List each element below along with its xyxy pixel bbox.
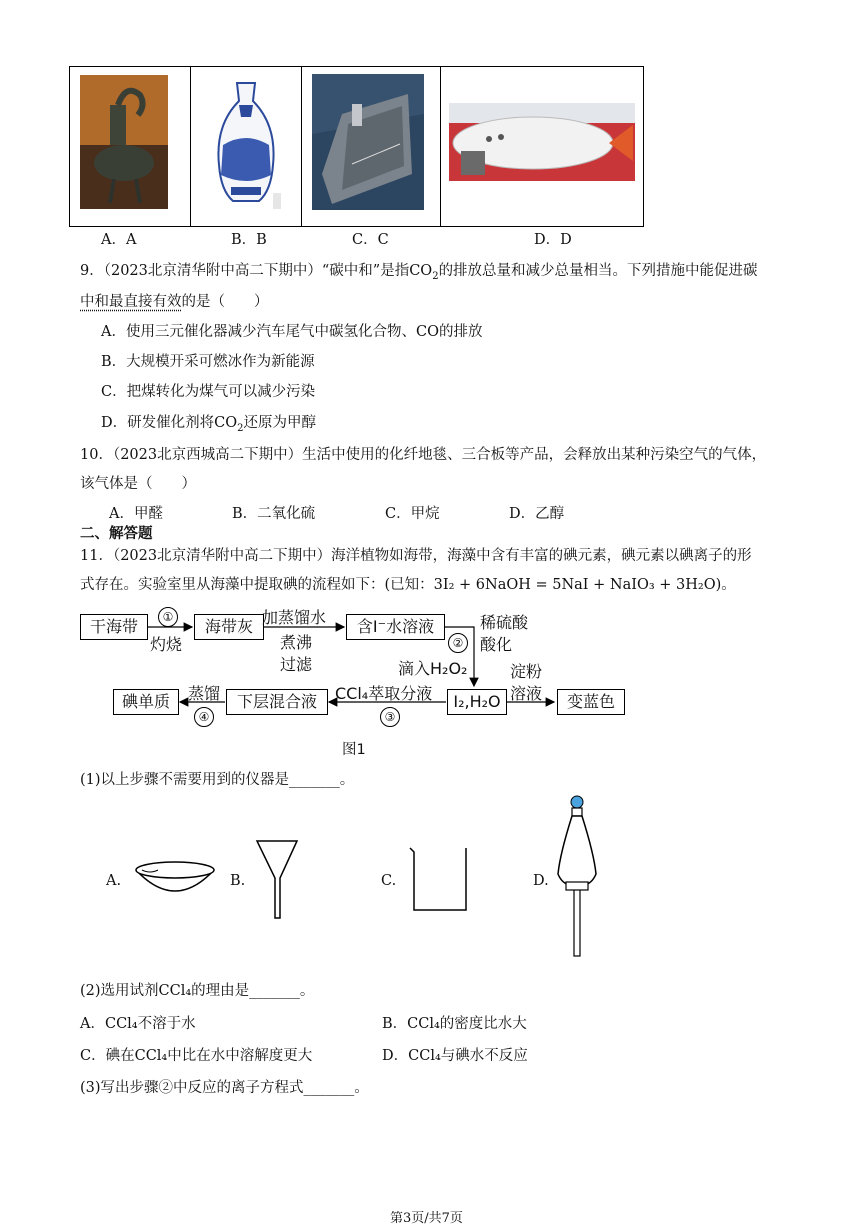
q9-emphasis: 中和最直接有效 — [80, 294, 182, 310]
q9-stem-pre: 9．（2023北京清华附中高二下期中）“碳中和”是指CO — [80, 263, 433, 279]
flow-box-dry-kelp: 干海带 — [80, 614, 148, 640]
q8-option-d: D．D — [534, 232, 572, 248]
flow-box-turns-blue: 变蓝色 — [557, 689, 625, 715]
q10-option-d: D．乙醇 — [509, 506, 565, 522]
step-2-boil-label: 煮沸 — [280, 633, 313, 652]
q8-cell-c — [302, 67, 441, 226]
q9-option-d-post: 还原为甲醇 — [243, 415, 316, 431]
q10-stem-line1: 10．（2023北京西城高二下期中）生活中使用的化纤地毯、三合板等产品，会释放出某种污染空气的气体， — [80, 447, 767, 463]
step-2-filter-label: 过滤 — [280, 655, 313, 674]
aircraft-carrier-image — [312, 74, 424, 210]
q9-option-b: B．大规模开采可燃冰作为新能源 — [101, 354, 315, 370]
q8-option-b: B．B — [231, 232, 267, 248]
page-footer: 第3页/共7页 — [390, 1211, 463, 1226]
extraction-label: CCl₄萃取分液 — [335, 684, 433, 703]
q9-stem-sub: 2 — [432, 270, 439, 282]
h2o2-label: 滴入H₂O₂ — [398, 659, 468, 678]
flow-box-iodine: 碘单质 — [113, 689, 179, 715]
q8-image-table — [69, 66, 644, 227]
q9-option-d-pre: D．研发催化剂将CO — [101, 415, 238, 431]
sub2-text: (2)选用试剂CCl₄的理由是_______。 — [80, 983, 315, 999]
sub1-option-a: A. — [106, 873, 122, 889]
sub2-option-c: C．碘在CCl₄中比在水中溶解度更大 — [80, 1048, 313, 1064]
q9-stem-line1 — [80, 259, 758, 282]
distill-label: 蒸馏 — [188, 684, 221, 703]
blue-white-vase-image — [201, 75, 291, 215]
q9-stem-line2 — [80, 290, 269, 311]
sub1-option-c: C. — [381, 873, 397, 889]
step-1-marker: ① — [158, 607, 178, 627]
q9-option-d — [101, 411, 316, 434]
q9-option-a: A．使用三元催化器减少汽车尾气中碳氢化合物、CO的排放 — [101, 324, 483, 340]
sub3-text: (3)写出步骤②中反应的离子方程式_______。 — [80, 1080, 369, 1096]
q10-option-b: B．二氧化硫 — [232, 506, 316, 522]
q9-option-c: C．把煤转化为煤气可以减少污染 — [101, 384, 316, 400]
sub1-option-d: D. — [533, 873, 549, 889]
sub2-option-d: D．CCl₄与碘水不反应 — [382, 1048, 528, 1064]
q8-option-c: C．C — [352, 232, 389, 248]
step-1-label: 灼烧 — [150, 635, 183, 654]
flow-box-iodine-water: I₂,H₂O — [447, 689, 507, 715]
flow-box-kelp-ash: 海带灰 — [194, 614, 264, 640]
q9-stem-end: 的是（ ） — [181, 294, 269, 310]
sub2-option-a: A．CCl₄不溶于水 — [80, 1016, 196, 1032]
q10-option-c: C．甲烷 — [385, 506, 440, 522]
figure-caption: 图1 — [342, 742, 366, 758]
q9-option-d-sub: 2 — [237, 422, 244, 434]
step-2-marker: ② — [448, 633, 468, 653]
evaporating-dish-icon — [132, 856, 218, 904]
sub1-text: (1)以上步骤不需要用到的仪器是_______。 — [80, 772, 355, 788]
beaker-icon — [406, 844, 472, 914]
starch-solution-label: 溶液 — [510, 684, 543, 703]
q8-cell-a — [70, 67, 191, 226]
bronze-lamp-image — [80, 75, 168, 209]
flow-box-lower-layer: 下层混合液 — [226, 689, 328, 715]
q10-stem-line2: 该气体是（ ） — [80, 476, 196, 492]
q11-stem-line1: 11．（2023北京清华附中高二下期中）海洋植物如海带，海藻中含有丰富的碘元素，碘元素以碘离子的形 — [80, 548, 752, 564]
acid-label: 稀硫酸 — [480, 613, 529, 632]
step-2-top-label: 加蒸馏水 — [262, 608, 327, 627]
starch-label: 淀粉 — [510, 662, 543, 681]
q11-stem-line2: 式存在。实验室里从海藻中提取碘的流程如下：(已知：3I₂ + 6NaOH = 5NaI + NaIO₃ + 3H₂O)。 — [80, 577, 736, 593]
section-title: 二、解答题 — [80, 526, 153, 542]
q10-option-a: A．甲醛 — [109, 506, 163, 522]
sub1-option-b: B. — [230, 873, 246, 889]
separatory-funnel-icon — [552, 794, 602, 964]
submersible-image — [449, 103, 635, 181]
acidify-label: 酸化 — [480, 635, 513, 654]
flow-box-iodide-solution: 含I⁻水溶液 — [346, 614, 445, 640]
q9-stem-post: 的排放总量和减少总量相当。下列措施中能促进碳 — [438, 263, 758, 279]
step-4-marker: ④ — [194, 707, 214, 727]
funnel-icon — [254, 838, 300, 920]
step-3-marker: ③ — [380, 707, 400, 727]
q8-cell-b — [191, 67, 302, 226]
sub2-option-b: B．CCl₄的密度比水大 — [382, 1016, 527, 1032]
q8-cell-d — [441, 67, 643, 226]
q8-option-a: A．A — [101, 232, 137, 248]
